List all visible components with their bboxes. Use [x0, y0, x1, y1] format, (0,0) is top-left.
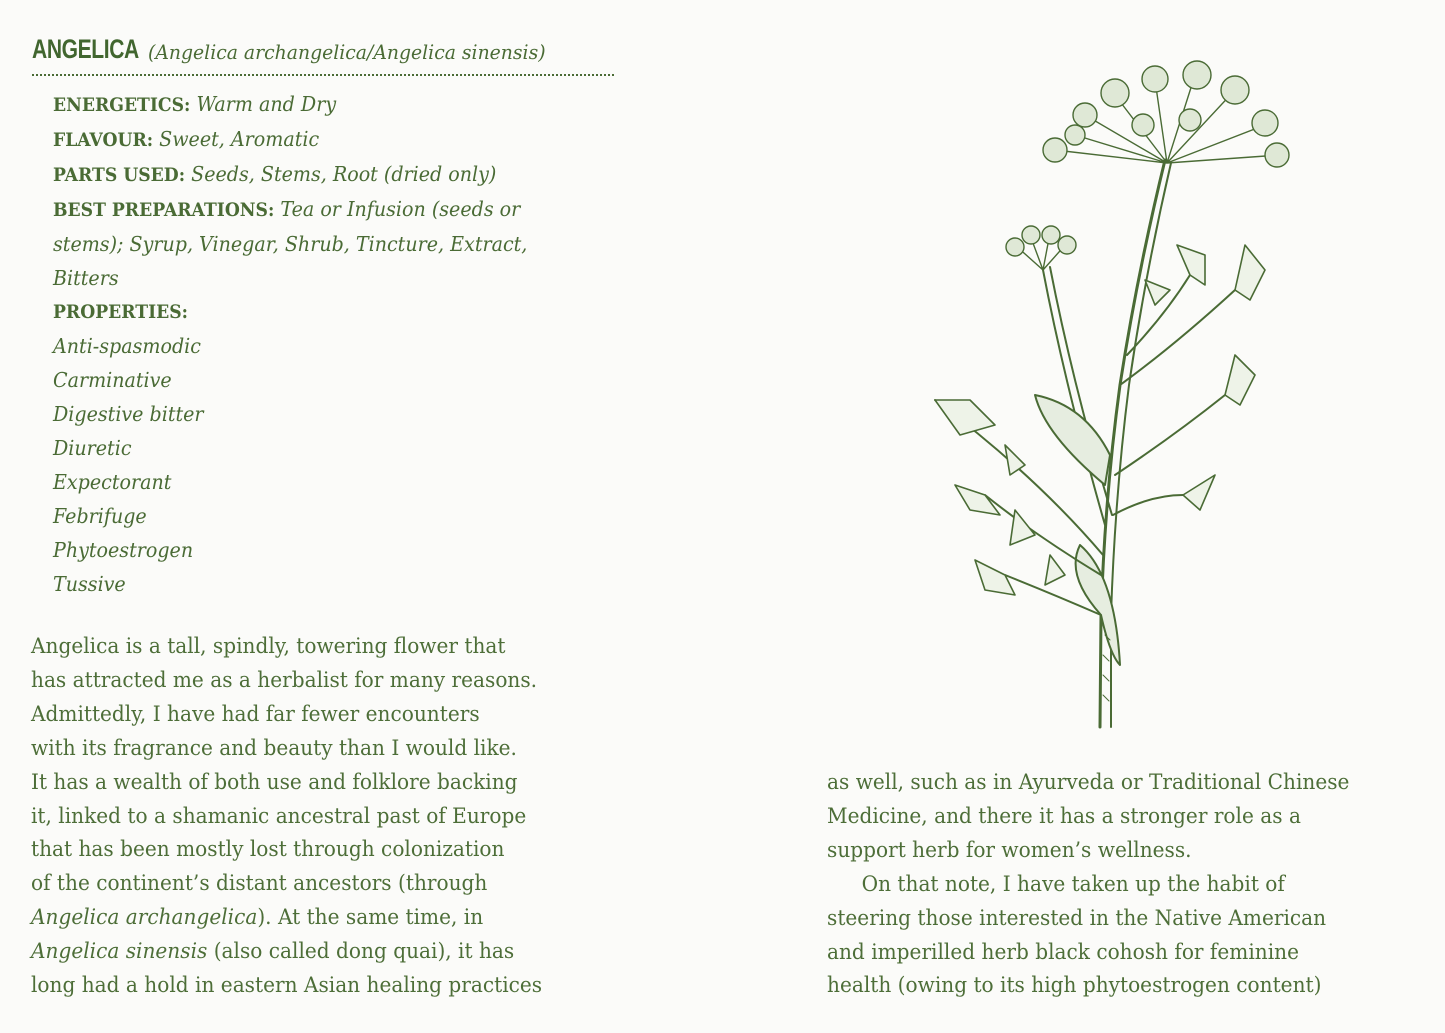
text-line: steering those interested in the Native American: [827, 905, 1327, 931]
entry-header: [32, 30, 614, 76]
text-line: It has a wealth of both use and folklore backing: [31, 769, 518, 795]
property-item: Phytoestrogen: [53, 537, 194, 562]
text-line: support herb for women’s wellness.: [827, 837, 1192, 863]
property-item: Digestive bitter: [53, 402, 204, 427]
text-line: Medicine, and there it has a stronger role as a: [827, 803, 1301, 829]
latin-name: (Angelica archangelica/Angelica sinensis): [148, 40, 546, 64]
text-line: health (owing to its high phytoestrogen content): [827, 973, 1322, 999]
herb-facts: [53, 88, 574, 602]
body-text-right: [827, 766, 1349, 1003]
text-line: it, linked to a shamanic ancestral past of Europe: [31, 803, 527, 829]
property-item: Febrifuge: [53, 503, 147, 528]
text-line: with its fragrance and beauty than I would like.: [31, 735, 517, 761]
body-text-left: [31, 630, 542, 1003]
property-item: Anti-spasmodic: [53, 334, 201, 359]
text-line: as well, such as in Ayurveda or Traditional Chinese: [827, 770, 1350, 795]
text-line: long had a hold in eastern Asian healing practices: [31, 973, 543, 999]
text-line: Angelica is a tall, spindly, towering flower that: [31, 634, 506, 659]
text-line: Angelica sinensis (also called dong quai), it has: [31, 939, 515, 965]
preparations-row-cont: stems); Syrup, Vinegar, Shrub, Tincture, Extract,: [53, 231, 528, 256]
properties-heading: PROPERTIES:: [53, 302, 189, 324]
text-line: Admittedly, I have had far fewer encounters: [31, 701, 480, 727]
latin-term: Angelica sinensis: [31, 939, 208, 965]
text-line: On that note, I have taken up the habit of: [861, 871, 1285, 897]
flower-umbel: [1043, 61, 1289, 167]
herb-name: ANGELICA: [32, 34, 139, 64]
parts-row: PARTS USED: Seeds, Stems, Root (dried only): [53, 161, 497, 186]
angelica-plant-illustration-icon: [915, 55, 1295, 735]
small-umbel: [1006, 226, 1076, 270]
energetics-row: ENERGETICS: Warm and Dry: [53, 92, 337, 116]
flavour-row: FLAVOUR: Sweet, Aromatic: [53, 126, 320, 151]
text-line: that has been mostly lost through colonization: [31, 837, 505, 863]
property-item: Diuretic: [53, 436, 132, 461]
text-line: of the continent’s distant ancestors (through: [31, 871, 488, 897]
text-line: and imperilled herb black cohosh for feminine: [827, 939, 1299, 965]
property-item: Expectorant: [53, 469, 172, 494]
text-line: Angelica archangelica). At the same time, in: [31, 905, 484, 931]
preparations-row-cont: Bitters: [53, 265, 119, 290]
preparations-row: BEST PREPARATIONS: Tea or Infusion (seeds or: [53, 196, 521, 221]
property-item: Tussive: [53, 571, 126, 596]
property-item: Carminative: [53, 368, 172, 393]
latin-term: Angelica archangelica: [31, 905, 258, 931]
text-line: has attracted me as a herbalist for many reasons.: [31, 667, 538, 693]
